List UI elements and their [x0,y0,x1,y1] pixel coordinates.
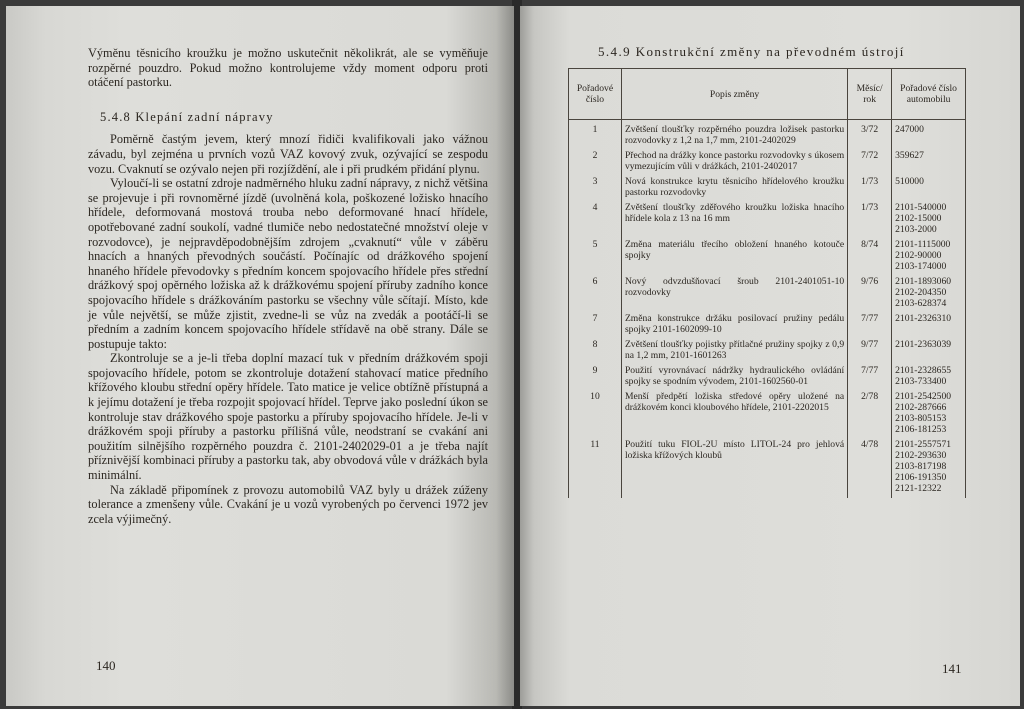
vehicle-number: 2101-540000 2102-15000 2103-2000 [892,202,966,239]
table-row [569,339,966,365]
column-header: Popis změny [621,69,847,120]
column-header: Měsíc/ rok [848,69,892,120]
change-description: Nová konstrukce krytu těsnicího hřídelového kroužku pastorku rozvodovky [621,176,847,202]
vehicle-number: 2101-1893060 2102-204350 2103-628374 [892,276,966,313]
table-row [569,150,966,176]
row-number: 2 [569,150,622,176]
change-description: Použití tuku FIOL-2U místo LITOL-24 pro jehlová ložiska křížových kloubů [621,439,847,498]
change-description: Zvětšení tloušťky rozpěrného pouzdra ložisek pastorku rozvodovky z 1,2 na 1,7 mm, 2101-2402029 [621,120,847,151]
change-description: Změna materiálu třecího obložení hnaného kotouče spojky [621,239,847,276]
paragraph: Zkontroluje se a je-li třeba doplní mazací tuk v předním drážkovém spoji spojovacího hřídele, potom se zkontroluje dotažení stahovací matice předního křížového kloubu střední opěry hřídele. Tato matice je velice obtížně přístupná a k jejímu dotažení je třeba rozpojit spojovací hřídel. Teprve jako poslední úkon se kontroluje stav drážkového spoje pastorku a příruby spojovacího hřídele. Je-li v drážkovém spoji příruby a pastorku přílišná vůle, neodstraní se cvakání ani použitím silnějšího rozpěrného pouzdra č. 2101-2402029-01 a je třeba najít příznivější kombinaci příruby a pastorku tak, aby obvodová vůle v drážkách byla minimální. [88,351,488,483]
change-description: Změna konstrukce držáku posilovací pružiny pedálu spojky 2101-1602099-10 [621,313,847,339]
paragraph: Vyloučí-li se ostatní zdroje nadměrného hluku zadní nápravy, z nichž většina se projevuje i při rovnoměrné jízdě (uvolněná kola, poškozené ložisko hnacího hřídele, deformovaná mostová trouba nebo deformované hnací hřídele, opotřebované zadní soukolí, vadné tlumiče nebo nedostatečné množství oleje v rozvodovce), je nejpravděpodobnějším zdrojem „cvaknutí“ vůle v záběru hnacích a hnaných převodných součástí. Počínajíc od drážkového spojení hnaného hřídele převodovky s předním koncem spojovacího hřídele přes střední drážkový spoj opěrného ložiska až k drážkovému spojení příruby zadního konce spojovacího hřídele s drážkováním pastorku se všechny vůle sčítají. Místo, kde je vůle největší, se může zjistit, zvedne-li se vůz na zvedák a pootáčí-li se předním a zadním koncem spojovacího hřídele střídavě na obě strany. Dále se postupuje takto: [88,176,488,351]
table-row [569,439,966,498]
left-page-text [88,46,488,526]
change-description: Přechod na drážky konce pastorku rozvodovky s úkosem vymezujícím vůli v drážkách, 2101-2402017 [621,150,847,176]
vehicle-number: 2101-2542500 2102-287666 2103-805153 2106-181253 [892,391,966,439]
section-heading: 5.4.8 Klepání zadní nápravy [100,109,274,124]
month-year: 9/76 [848,276,892,313]
vehicle-number: 2101-2326310 [892,313,966,339]
change-description: Zvětšení tloušťky zděřového kroužku ložiska hnacího hřídele kola z 13 na 16 mm [621,202,847,239]
row-number: 6 [569,276,622,313]
row-number: 3 [569,176,622,202]
paragraph: Výměnu těsnicího kroužku je možno uskutečnit několikrát, ale se vyměňuje rozpěrné pouzdro. Pokud možno kontrolujeme vždy moment odporu proti otáčení pastorku. [88,46,488,90]
row-number: 4 [569,202,622,239]
vehicle-number: 247000 [892,120,966,151]
row-number: 5 [569,239,622,276]
month-year: 7/77 [848,313,892,339]
month-year: 4/78 [848,439,892,498]
table-row [569,391,966,439]
table-header-row [569,69,966,120]
row-number: 8 [569,339,622,365]
change-description: Použití vyrovnávací nádržky hydraulického ovládání spojky se spodním vývodem, 2101-1602560-01 [621,365,847,391]
paragraph: Poměrně častým jevem, který mnozí řidiči kvalifikovali jako vážnou závadu, byl zejména u prvních vozů VAZ kovový zvuk, ozývající se zespodu vozu. Cvaknutí se ozývalo nejen při rozjíždění, ale i při prudkém přidání plynu. [88,132,488,176]
table-row [569,313,966,339]
row-number: 9 [569,365,622,391]
month-year: 2/78 [848,391,892,439]
month-year: 9/77 [848,339,892,365]
change-description: Zvětšení tloušťky pojistky přítlačné pružiny spojky z 0,9 na 1,2 mm, 2101-1601263 [621,339,847,365]
vehicle-number: 510000 [892,176,966,202]
table-row [569,120,966,151]
month-year: 7/72 [848,150,892,176]
column-header: Pořadové číslo [569,69,622,120]
month-year: 1/73 [848,176,892,202]
table-row [569,239,966,276]
month-year: 1/73 [848,202,892,239]
table-row [569,365,966,391]
table-row [569,202,966,239]
paragraph: Na základě připomínek z provozu automobilů VAZ byly u drážek zúženy tolerance a zmenšeny vůle. Cvakání je u vozů vyrobených po červenci 1972 jev zcela výjimečný. [88,482,488,526]
vehicle-number: 2101-2328655 2103-733400 [892,365,966,391]
month-year: 3/72 [848,120,892,151]
changes-table [568,68,966,498]
page-number: 140 [96,658,116,673]
change-description: Nový odvzdušňovací šroub 2101-2401051-10 rozvodovky [621,276,847,313]
table-row [569,176,966,202]
row-number: 11 [569,439,622,498]
column-header: Pořadové číslo automobilu [892,69,966,120]
row-number: 1 [569,120,622,151]
vehicle-number: 359627 [892,150,966,176]
page-number: 141 [942,661,962,676]
change-description: Menší předpětí ložiska středové opěry uložené na drážkovém konci kloubového hřídele, 2101-2202015 [621,391,847,439]
month-year: 7/77 [848,365,892,391]
section-heading: 5.4.9 Konstrukční změny na převodném ústrojí [598,44,905,59]
table-row [569,276,966,313]
vehicle-number: 2101-1115000 2102-90000 2103-174000 [892,239,966,276]
row-number: 7 [569,313,622,339]
month-year: 8/74 [848,239,892,276]
vehicle-number: 2101-2557571 2102-293630 2103-817198 2106-191350 2121-12322 [892,439,966,498]
row-number: 10 [569,391,622,439]
vehicle-number: 2101-2363039 [892,339,966,365]
